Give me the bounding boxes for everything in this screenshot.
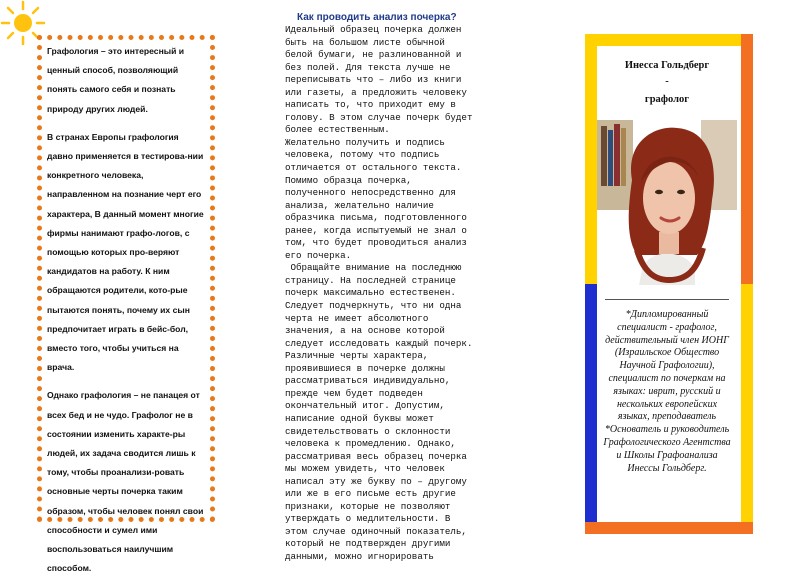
frame-right-orange <box>741 34 753 284</box>
profile-name-dash: - <box>665 76 669 87</box>
profile-bio: *Дипломированный специалист - графолог, действительный член ИОНГ (Израильское Общество Научной Графологии), специалист по почеркам на языках: иврит, русский и нескольких европейских языках, преподаватель *Основатель и руководитель Графологического Агентства и Школы Графоанализа Инессы Гольдберг. <box>603 309 731 474</box>
intro-paragraph-3: Однако графология – не панацея от всех бед и не чудо. Графолог не в состоянии изменить характе-ры людей, их задача сводится лишь к тому, чтобы проанализи-ровать основные черты почерка таким образом, чтобы человек понял свои способности и сумел ими воспользоваться наилучшим способом. <box>47 390 204 574</box>
analysis-body: Идеальный образец почерка должен быть на большом листе обычной белой бумаги, не разлинованной и без полей. Для текста лучше не переписывать что – либо из книги или газеты, а предложить человеку написать то, что приходит ему в голову. В этом случае почерк будет более естественным. Желательно получить и подпись человека, потому что подпись отличается от остального текста. Помимо образца почерка, полученного непосредственно для анализа, желательно наличие образчика письма, подготовленного ранее, когда испытуемый не знал о том, что будет проводиться анализ его почерка. Обращайте внимание на последнюю страницу. На последней странице почерк максимально естественен. Следует подчеркнуть, что ни одна черта не имеет абсолютного значения, а на основе которой следует исследовать каждый почерк. Различные черты характера, проявившиеся в почерке должны рассматриваться индивидуально, прежде чем будет подведен окончательный итог. Допустим, написание одной буквы может свидетельствовать о склонности человека к промедлению. Однако, рассматривая весь образец почерка мы можем увидеть, что человек написал эту же букву по – другому или же в его письме есть другие признаки, которые не позволяют утверждать о медлительности. В этом случае одиночный показатель, который не подтвержден другими данными, можно игнорировать <box>285 24 473 562</box>
frame-bottom-orange <box>585 522 753 534</box>
intro-panel <box>37 35 215 574</box>
intro-paragraph-2: В странах Европы графология давно применяется в тестирова-нии конкретного человека, направленном на познание черт его характера, В данный момент многие фирмы нанимают графо-логов, с помощью которых про-веряют кандидатов на работу. К ним обращаются родители, кото-рые пытаются понять, почему их сын предпочитает играть в бейс-бол, вместо того, чтобы учиться на врача. <box>47 131 204 373</box>
portrait-photo <box>597 120 737 285</box>
frame-left-blue <box>585 284 597 534</box>
profile-name <box>598 58 736 108</box>
divider-line <box>605 299 729 300</box>
frame-top-yellow <box>585 34 749 46</box>
analysis-heading: Как проводить анализ почерка? <box>297 12 457 23</box>
profile-name-line2: графолог <box>644 94 690 105</box>
analysis-column <box>285 11 505 564</box>
frame-left-yellow <box>585 34 597 284</box>
intro-paragraph-1: Графология – это интересный и ценный способ, позволяющий понять самого себя и познать природу других людей. <box>47 46 185 114</box>
profile-name-line1: Инесса Гольдберг <box>624 60 710 71</box>
frame-right-yellow <box>741 284 753 534</box>
